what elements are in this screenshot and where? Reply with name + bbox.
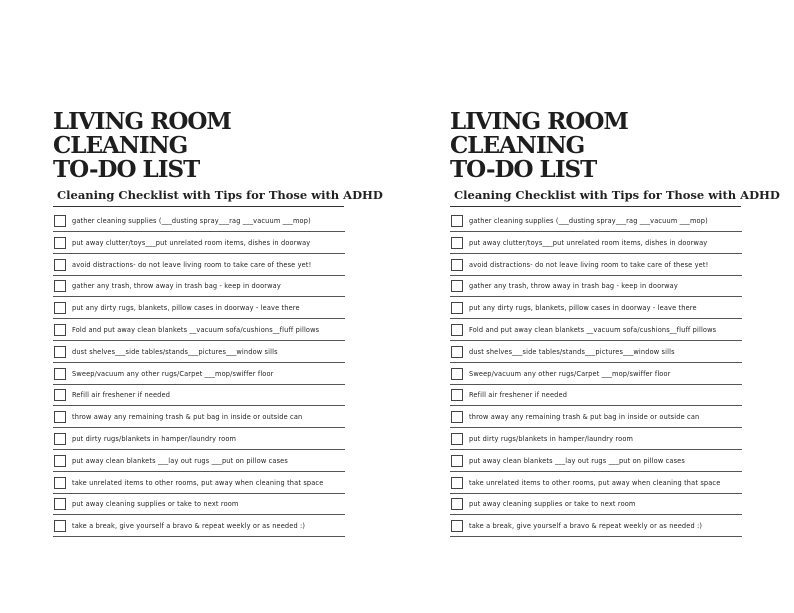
item-label: avoid distractions- do not leave living room to take care of these yet! <box>469 260 709 269</box>
list-item <box>53 451 345 472</box>
list-item <box>53 516 345 537</box>
item-label: put any dirty rugs, blankets, pillow cases in doorway - leave there <box>469 304 697 313</box>
checkbox[interactable] <box>451 455 463 467</box>
checklist <box>53 211 345 537</box>
page-title <box>450 110 742 182</box>
list-item <box>450 276 742 297</box>
checkbox[interactable] <box>451 346 463 358</box>
item-label: put away clutter/toys___put unrelated room items, dishes in doorway <box>72 238 311 247</box>
checkbox[interactable] <box>451 411 463 423</box>
checkbox[interactable] <box>451 498 463 510</box>
list-item <box>53 342 345 363</box>
item-label: gather any trash, throw away in trash bag - keep in doorway <box>469 282 678 291</box>
list-item <box>450 473 742 494</box>
item-label: Refill air freshener if needed <box>469 391 568 400</box>
list-item <box>450 320 742 341</box>
item-label: gather cleaning supplies (___dusting spray___rag ___vacuum ___mop) <box>469 217 708 225</box>
title-line: CLEANING <box>53 132 188 159</box>
item-label: put away clutter/toys___put unrelated room items, dishes in doorway <box>469 238 708 247</box>
item-label: put away cleaning supplies or take to next room <box>469 500 636 509</box>
title-line: CLEANING <box>450 132 585 159</box>
checkbox[interactable] <box>54 280 66 292</box>
list-item <box>53 255 345 276</box>
item-label: put dirty rugs/blankets in hamper/laundry room <box>72 434 237 443</box>
list-item <box>450 451 742 472</box>
list-item <box>53 233 345 254</box>
item-label: put away cleaning supplies or take to next room <box>72 500 239 509</box>
checkbox[interactable] <box>54 302 66 314</box>
checkbox[interactable] <box>54 455 66 467</box>
checkbox[interactable] <box>451 215 463 227</box>
checkbox[interactable] <box>451 520 463 532</box>
checkbox[interactable] <box>451 324 463 336</box>
checkbox[interactable] <box>54 215 66 227</box>
list-item <box>450 298 742 319</box>
list-item <box>53 211 345 232</box>
checkbox[interactable] <box>54 324 66 336</box>
item-label: put any dirty rugs, blankets, pillow cases in doorway - leave there <box>72 304 300 313</box>
list-item <box>450 385 742 406</box>
list-item <box>450 364 742 385</box>
item-label: throw away any remaining trash & put bag in inside or outside can <box>72 413 303 422</box>
subtitle: Cleaning Checklist with Tips for Those with ADHD <box>57 188 383 202</box>
item-label: take a break, give yourself a bravo & repeat weekly or as needed :) <box>72 522 306 531</box>
checkbox[interactable] <box>54 389 66 401</box>
item-label: take unrelated items to other rooms, put away when cleaning that space <box>469 478 721 487</box>
list-item <box>53 276 345 297</box>
list-item <box>53 429 345 450</box>
checkbox[interactable] <box>54 237 66 249</box>
item-label: Fold and put away clean blankets __vacuum sofa/cushions__fluff pillows <box>469 325 717 334</box>
checkbox[interactable] <box>54 433 66 445</box>
item-label: Sweep/vacuum any other rugs/Carpet ___mop/swiffer floor <box>469 369 671 378</box>
list-item <box>450 494 742 515</box>
checkbox[interactable] <box>451 280 463 292</box>
checkbox[interactable] <box>54 368 66 380</box>
item-label: gather any trash, throw away in trash bag - keep in doorway <box>72 282 281 291</box>
item-label: dust shelves___side tables/stands___pictures___window sills <box>72 347 278 356</box>
list-item <box>53 385 345 406</box>
page-title <box>53 110 345 182</box>
checkbox[interactable] <box>451 389 463 401</box>
item-label: put away clean blankets ___lay out rugs ___put on pillow cases <box>72 456 288 465</box>
list-item <box>450 233 742 254</box>
list-item <box>53 407 345 428</box>
item-label: Sweep/vacuum any other rugs/Carpet ___mop/swiffer floor <box>72 369 274 378</box>
divider <box>53 206 344 207</box>
checkbox[interactable] <box>54 346 66 358</box>
item-label: throw away any remaining trash & put bag in inside or outside can <box>469 413 700 422</box>
checkbox[interactable] <box>451 433 463 445</box>
list-item <box>450 255 742 276</box>
item-label: avoid distractions- do not leave living room to take care of these yet! <box>72 260 312 269</box>
item-label: take unrelated items to other rooms, put away when cleaning that space <box>72 478 324 487</box>
subtitle: Cleaning Checklist with Tips for Those with ADHD <box>454 188 780 202</box>
list-item <box>53 298 345 319</box>
checkbox[interactable] <box>54 477 66 489</box>
checklist-sheet-right <box>450 108 780 538</box>
list-item <box>53 320 345 341</box>
item-label: put dirty rugs/blankets in hamper/laundry room <box>469 434 634 443</box>
list-item <box>53 364 345 385</box>
item-label: Refill air freshener if needed <box>72 391 171 400</box>
list-item <box>450 342 742 363</box>
list-item <box>53 494 345 515</box>
title-line: LIVING ROOM <box>450 108 628 135</box>
list-item <box>450 211 742 232</box>
checkbox[interactable] <box>54 498 66 510</box>
checkbox[interactable] <box>54 411 66 423</box>
checkbox[interactable] <box>451 368 463 380</box>
item-label: Fold and put away clean blankets __vacuum sofa/cushions__fluff pillows <box>72 325 320 334</box>
title-line: TO-DO LIST <box>53 156 200 183</box>
divider <box>450 206 741 207</box>
checkbox[interactable] <box>451 259 463 271</box>
checkbox[interactable] <box>54 259 66 271</box>
checkbox[interactable] <box>54 520 66 532</box>
item-label: put away clean blankets ___lay out rugs ___put on pillow cases <box>469 456 685 465</box>
title-line: LIVING ROOM <box>53 108 231 135</box>
title-line: TO-DO LIST <box>450 156 597 183</box>
checklist <box>450 211 742 537</box>
list-item <box>450 407 742 428</box>
list-item <box>450 516 742 537</box>
item-label: dust shelves___side tables/stands___pictures___window sills <box>469 347 675 356</box>
checkbox[interactable] <box>451 237 463 249</box>
item-label: gather cleaning supplies (___dusting spray___rag ___vacuum ___mop) <box>72 217 311 225</box>
checkbox[interactable] <box>451 302 463 314</box>
list-item <box>53 473 345 494</box>
checklist-sheet-left <box>53 108 383 538</box>
checkbox[interactable] <box>451 477 463 489</box>
list-item <box>450 429 742 450</box>
item-label: take a break, give yourself a bravo & repeat weekly or as needed :) <box>469 522 703 531</box>
